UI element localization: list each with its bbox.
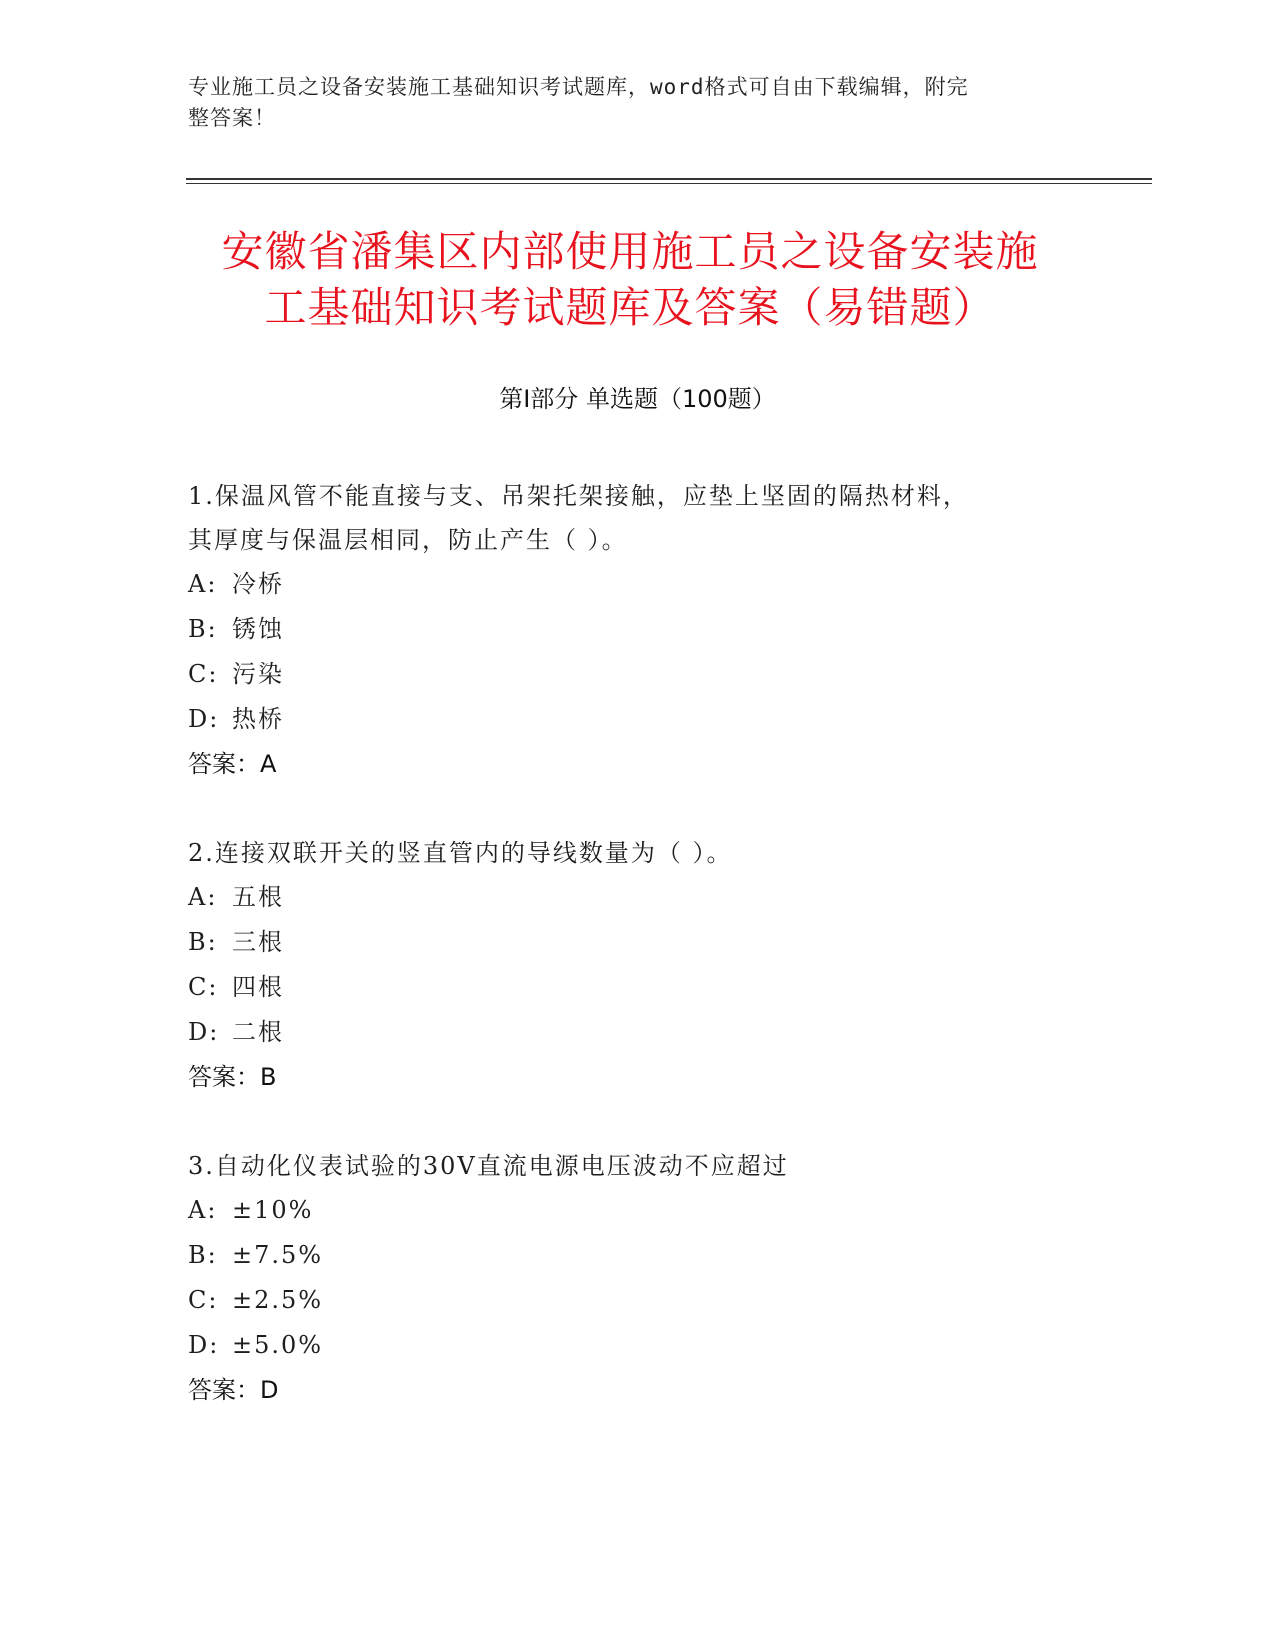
document-title-line-2: 工基础知识考试题库及答案（易错题）	[264, 283, 996, 332]
question-stem-line-1: 2.连接双联开关的竖直管内的导线数量为（ ）。	[188, 839, 733, 867]
option-letter: B:	[188, 615, 218, 643]
option-letter: A:	[188, 570, 218, 598]
option-text: 污染	[232, 660, 284, 688]
question-1	[188, 474, 1088, 787]
question-2	[188, 831, 1088, 1100]
question-stem	[188, 831, 1088, 875]
option-c	[188, 965, 1088, 1010]
section-heading: 第Ⅰ部分 单选题（100题）	[499, 385, 776, 413]
header-note-line-2: 整答案！	[188, 106, 276, 130]
document-title-line-1: 安徽省潘集区内部使用施工员之设备安装施	[221, 227, 1039, 276]
header-note-line-1: 专业施工员之设备安装施工基础知识考试题库，word格式可自由下载编辑，附完	[188, 75, 969, 99]
option-text: 冷桥	[232, 570, 284, 598]
option-b	[188, 607, 1088, 652]
option-letter: A:	[188, 883, 218, 911]
question-stem-line-1: 1.保温风管不能直接与支、吊架托架接触，应垫上坚固的隔热材料，	[188, 482, 969, 510]
option-letter: C:	[188, 973, 219, 1001]
option-d	[188, 1323, 1088, 1368]
question-list	[188, 474, 1088, 1457]
option-text: 三根	[232, 928, 284, 956]
option-c	[188, 1278, 1088, 1323]
option-letter: D:	[188, 705, 220, 733]
option-d	[188, 697, 1088, 742]
option-text: 五根	[232, 883, 284, 911]
option-text: ±7.5%	[232, 1241, 324, 1269]
option-b	[188, 920, 1088, 965]
question-stem-line-1: 3.自动化仪表试验的30V直流电源电压波动不应超过	[188, 1152, 789, 1180]
option-b	[188, 1233, 1088, 1278]
option-c	[188, 652, 1088, 697]
header-divider-thin-line	[186, 183, 1152, 184]
option-a	[188, 562, 1088, 607]
answer-label: 答案：D	[188, 1376, 279, 1404]
option-text: 二根	[232, 1018, 284, 1046]
question-stem	[188, 474, 1088, 562]
header-divider	[186, 178, 1152, 184]
header-divider-thick-line	[186, 178, 1152, 180]
option-text: ±10%	[232, 1196, 314, 1224]
option-a	[188, 1188, 1088, 1233]
option-letter: A:	[188, 1196, 218, 1224]
question-3	[188, 1144, 1088, 1413]
answer-label: 答案：B	[188, 1063, 277, 1091]
option-letter: B:	[188, 928, 218, 956]
option-letter: D:	[188, 1018, 220, 1046]
option-text: ±2.5%	[232, 1286, 324, 1314]
option-d	[188, 1010, 1088, 1055]
document-title	[190, 224, 1070, 336]
question-stem-line-2: 其厚度与保温层相同，防止产生（ ）。	[188, 526, 628, 554]
option-letter: C:	[188, 1286, 219, 1314]
question-stem	[188, 1144, 1088, 1188]
option-text: ±5.0%	[232, 1331, 324, 1359]
option-letter: B:	[188, 1241, 218, 1269]
option-letter: C:	[188, 660, 219, 688]
option-text: 热桥	[232, 705, 284, 733]
header-note	[188, 72, 1068, 134]
option-a	[188, 875, 1088, 920]
option-letter: D:	[188, 1331, 220, 1359]
option-text: 四根	[232, 973, 284, 1001]
option-text: 锈蚀	[232, 615, 284, 643]
answer-label: 答案：A	[188, 750, 277, 778]
